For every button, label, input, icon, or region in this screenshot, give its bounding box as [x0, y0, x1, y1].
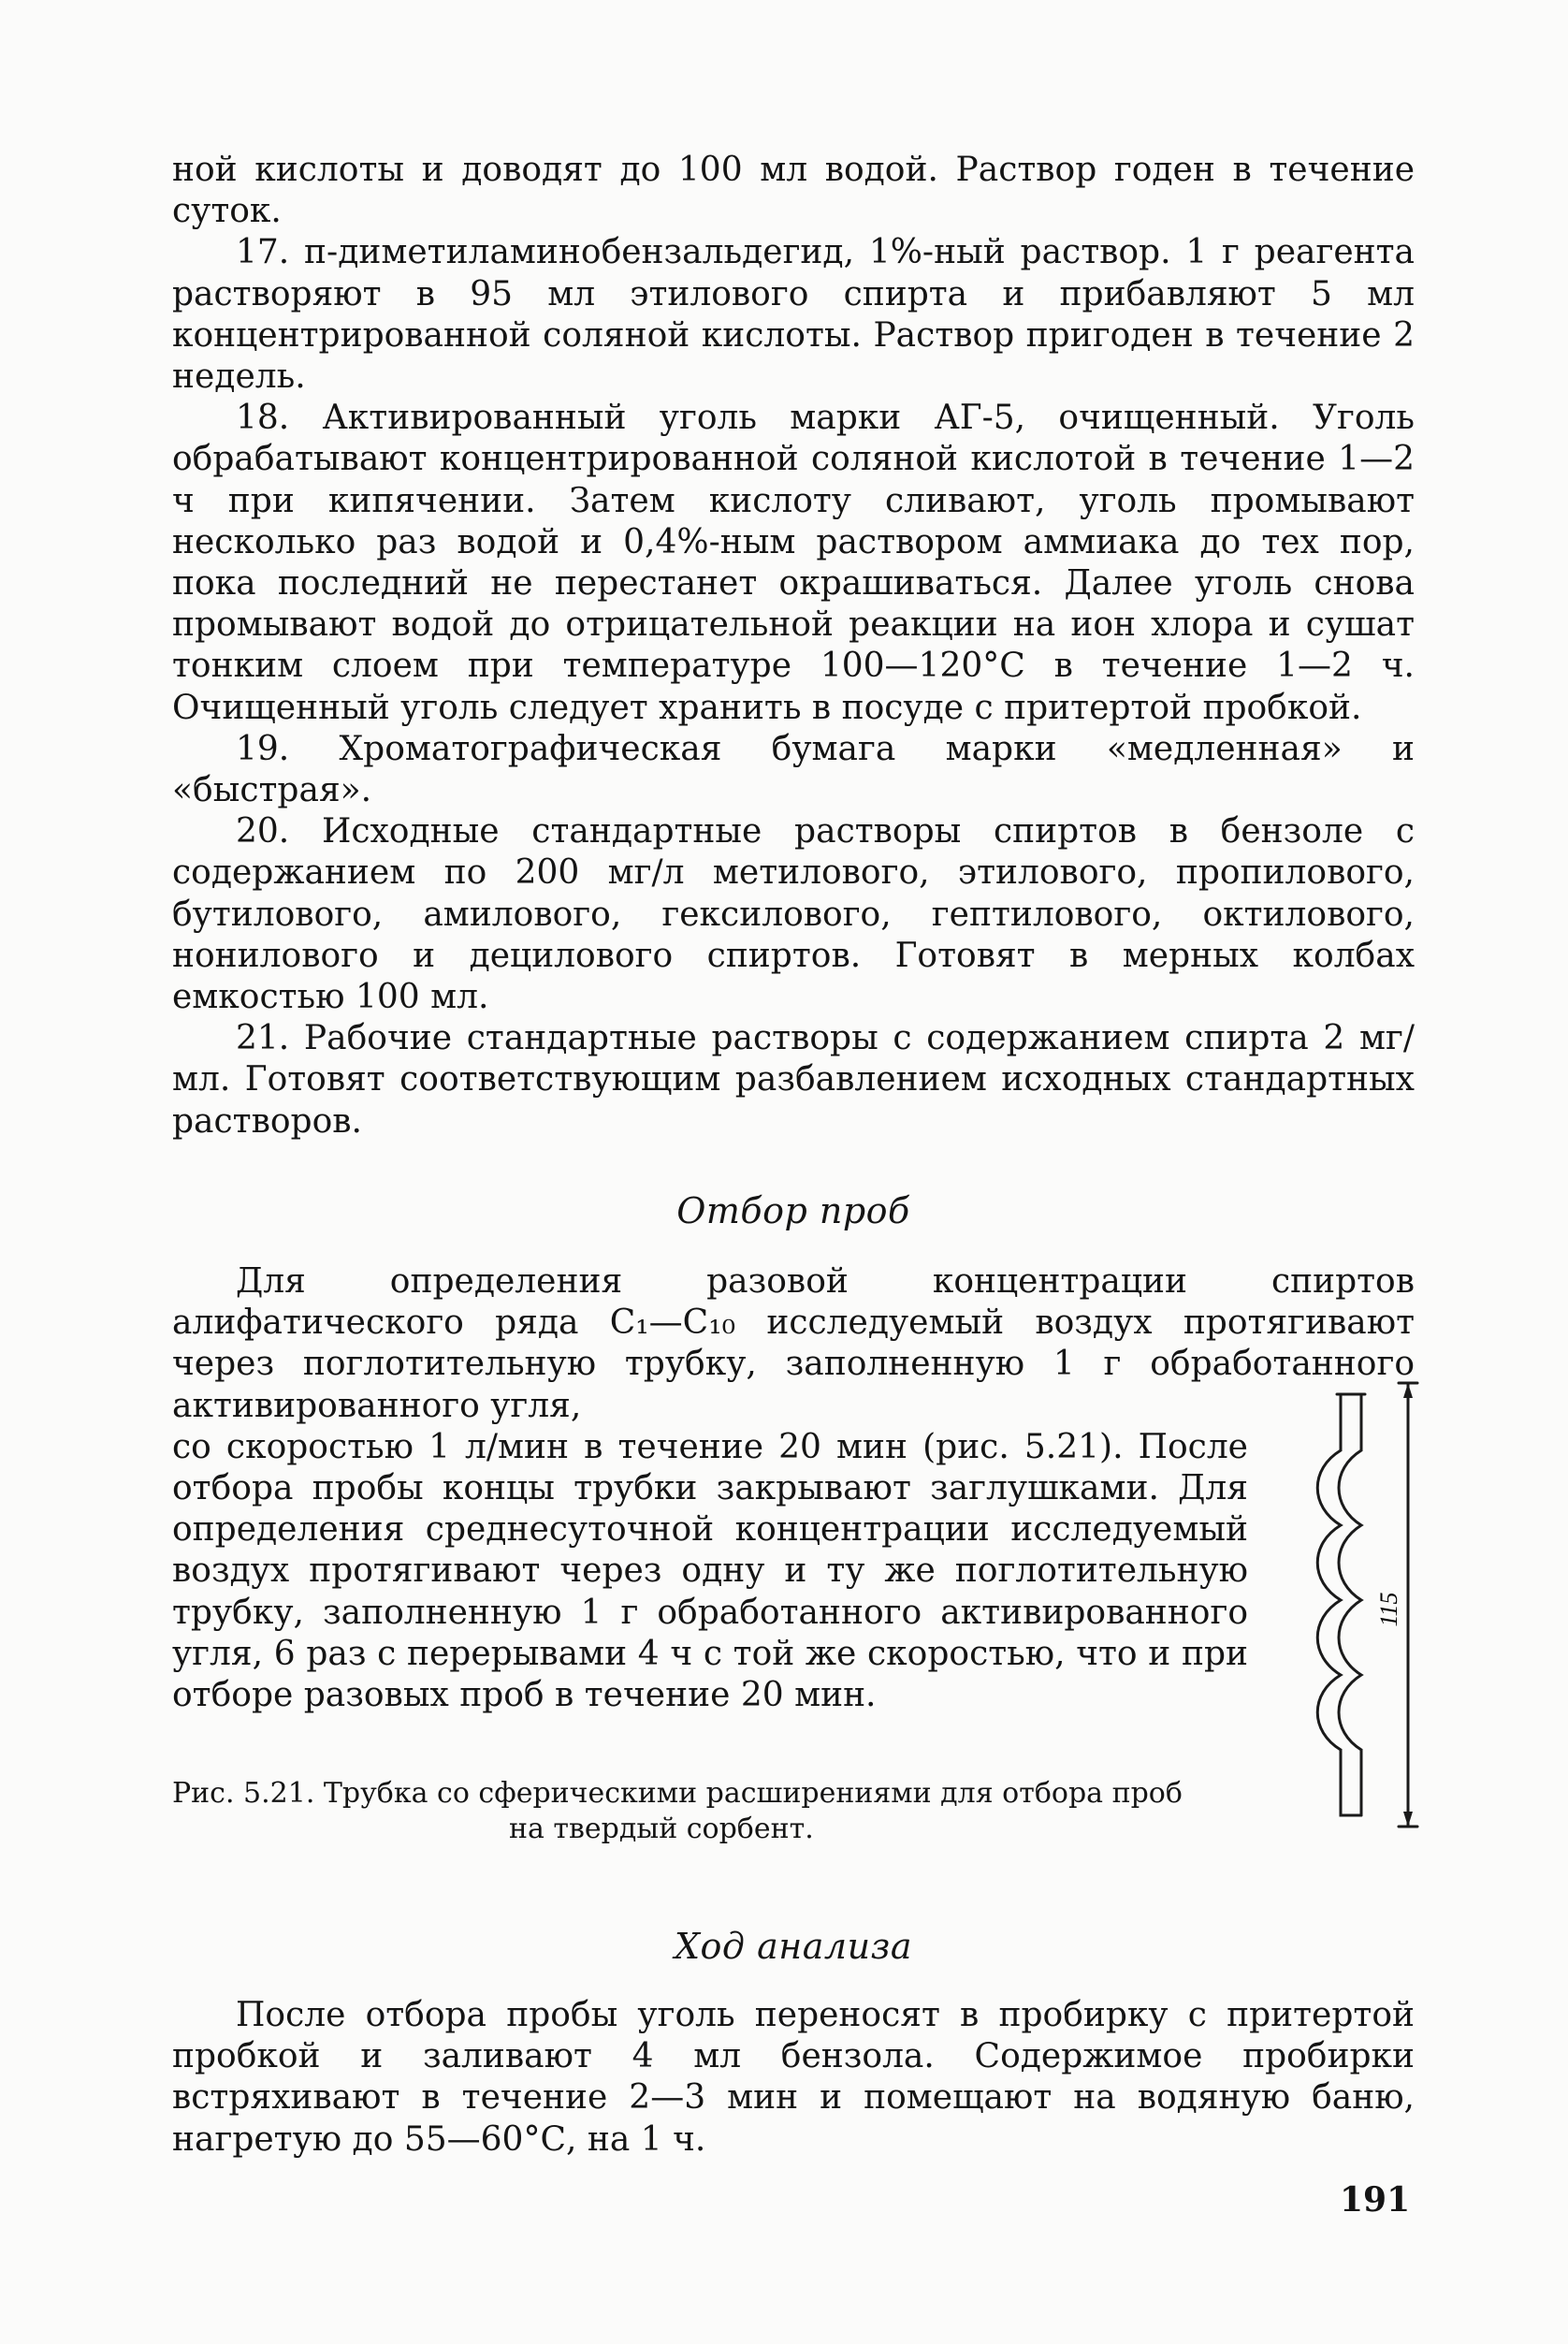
analysis-heading: Ход анализа [675, 1926, 912, 1967]
reagent-item-21: 21. Рабочие стандартные растворы с содержанием спирта 2 мг/мл. Готовят соответствующим разбавлением исходных стандартных растворов. [172, 1019, 1415, 1141]
figure-caption [172, 1776, 1257, 1847]
caption-line-1: Рис. 5.21. Трубка со сферическими расширениями для отбора проб [172, 1777, 1183, 1810]
dimension-arrow-bottom [1403, 1812, 1413, 1827]
reagent-item-20: 20. Исходные стандартные растворы спиртов в бензоле с содержанием по 200 мг/л метилового, этилового, пропилового, бутилового, амилового, гексилового, гептилового, октилового, нонилового и децилового спиртов. Готовят в мерных колбах емкостью 100 мл. [172, 812, 1415, 1017]
sampling-heading: Отбор проб [676, 1190, 910, 1231]
page-number: 191 [1340, 2180, 1411, 2220]
sampling-section [172, 1261, 1415, 1716]
analysis-paragraph: После отбора пробы уголь переносят в пробирку с притертой пробкой и заливают 4 мл бензола. Содержимое пробирки встряхивают в течение 2—3 мин и помещают на водяную баню, нагретую до 55—60°С, на 1 ч. [172, 1996, 1415, 2159]
dimension-label: 115 [1375, 1592, 1402, 1627]
analysis-section [172, 1995, 1415, 2161]
dimension-arrow-top [1403, 1383, 1413, 1398]
caption-line-2: на твердый сорбент. [509, 1813, 814, 1845]
intro-paragraph: ной кислоты и доводят до 100 мл водой. Раствор годен в течение суток. [172, 151, 1415, 231]
tube-right-wall [1339, 1394, 1361, 1815]
reagent-item-19: 19. Хроматографическая бумага марки «медленная» и «быстрая». [172, 729, 1415, 810]
sampling-paragraph-part1: Для определения разовой концентрации спиртов алифатического ряда C₁—C₁₀ исследуемый воздух протягивают через поглотительную трубку, заполненную 1 г обработанного активированного угля, [172, 1262, 1415, 1425]
sampling-paragraph-part2: со скоростью 1 л/мин в течение 20 мин (рис. 5.21). После отбора пробы концы трубки закрывают заглушками. Для определения среднесуточной концентрации исследуемый воздух протягивают через одну и ту же поглотительную трубку, заполненную 1 г обработанного активированного угля, 6 раз с перерывами 4 ч с той же скоростью, что и при отборе разовых проб в течение 20 мин. [172, 1427, 1248, 1715]
sorbent-tube-figure [1305, 1376, 1427, 1834]
reagents-section [172, 150, 1415, 1143]
reagent-item-17: 17. п-диметиламинобензальдегид, 1%-ный раствор. 1 г реагента растворяют в 95 мл этилового спирта и прибавляют 5 мл концентрированной соляной кислоты. Раствор пригоден в течение 2 недель. [172, 233, 1415, 397]
reagent-item-18: 18. Активированный уголь марки АГ-5, очищенный. Уголь обрабатывают концентрированной соляной кислотой в течение 1—2 ч при кипячении. Затем кислоту сливают, уголь промывают несколько раз водой и 0,4%-ным раствором аммиака до тех пор, пока последний не перестанет окрашиваться. Далее уголь снова промывают водой до отрицательной реакции на ион хлора и сушат тонким слоем при температуре 100—120°С в течение 1—2 ч. Очищенный уголь следует хранить в посуде с притертой пробкой. [172, 399, 1415, 727]
